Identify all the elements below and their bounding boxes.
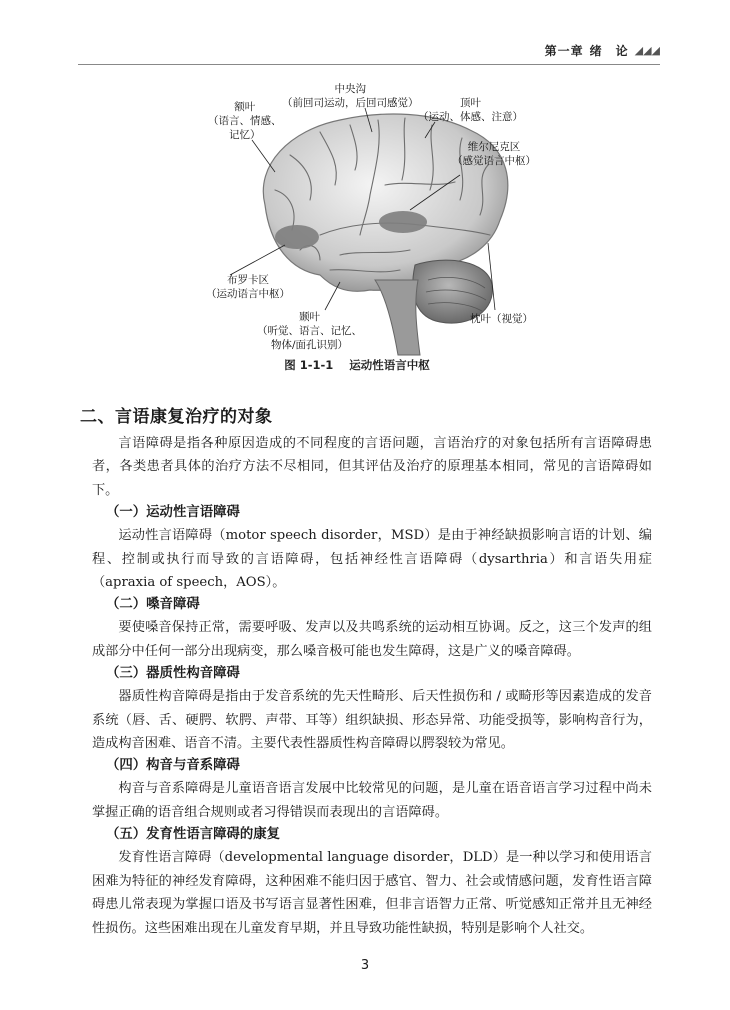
subsection-title: （四）构音与音系障碍 xyxy=(106,758,240,774)
figure-caption xyxy=(0,357,730,373)
subsection-body: 运动性言语障碍（motor speech disorder，MSD）是由于神经缺损影响言语的计划、编程、控制或执行而导致的言语障碍，包括神经性言语障碍（dysarthria）和言语失用症（apraxia of speech，AOS）。 xyxy=(92,528,652,591)
chapter-number: 第一章 xyxy=(544,44,584,58)
broca-area-label: 布罗卡区 （运动语言中枢） xyxy=(206,274,290,300)
brain-figure xyxy=(170,70,590,370)
broca-area-marker xyxy=(275,225,319,249)
frontal-lobe-label: 额叶 （语言、情感、 记忆） xyxy=(208,101,282,141)
running-header xyxy=(545,42,660,59)
figure-number: 图 1-1-1 xyxy=(284,358,334,372)
wernicke-area-marker xyxy=(379,211,427,233)
occipital-lobe-label: 枕叶（视觉） xyxy=(470,313,533,325)
subsection-body: 器质性构音障碍是指由于发音系统的先天性畸形、后天性损伤和 / 或畸形等因素造成的发音系统（唇、舌、硬腭、软腭、声带、耳等）组织缺损、形态异常、功能受损等，影响构音行为，造成构音困难、语音不清。主要代表性器质性构音障碍以腭裂较为常见。 xyxy=(92,689,652,752)
brainstem-shape xyxy=(375,280,420,355)
central-sulcus-label: 中央沟 （前回司运动，后回司感觉） xyxy=(282,83,419,109)
subsection-title: （五）发育性语言障碍的康复 xyxy=(106,827,281,843)
chapter-title: 绪 论 xyxy=(589,44,629,58)
wernicke-area-label: 维尔尼克区 （感觉语言中枢） xyxy=(452,141,536,167)
subsection-body: 发育性语言障碍（developmental language disorder，DLD）是一种以学习和使用语言困难为特征的神经发育障碍，这种困难不能归因于感官、智力、社会或情感问题，发育性语言障碍患儿常表现为掌握口语及书写语言显著性困难，但非言语智力正常、听觉感知正常并且无神经性损伤。这些困难出现在儿童发育早期，并且导致功能性缺损，特别是影响个人社交。 xyxy=(92,850,652,936)
intro-paragraph: 言语障碍是指各种原因造成的不同程度的言语问题，言语治疗的对象包括所有言语障碍患者，各类患者具体的治疗方法不尽相同，但其评估及治疗的原理基本相同，常见的言语障碍如下。 xyxy=(92,436,652,498)
subsection-title: （一）运动性言语障碍 xyxy=(106,505,240,521)
header-rule xyxy=(78,64,660,65)
subsection-title: （三）器质性构音障碍 xyxy=(106,666,240,682)
subsection-body: 构音与音系障碍是儿童语音语言发展中比较常见的问题，是儿童在语音语言学习过程中尚未掌握正确的语音组合规则或者习得错误而表现出的言语障碍。 xyxy=(92,781,652,820)
header-ornament: ◢◢◢ xyxy=(634,44,660,57)
section-title: 二、言语康复治疗的对象 xyxy=(80,407,273,427)
subsection-title: （二）嗓音障碍 xyxy=(106,597,200,613)
subsection-body: 要使嗓音保持正常，需要呼吸、发声以及共鸣系统的运动相互协调。反之，这三个发声的组成部分中任何一部分出现病变，那么嗓音极可能也发生障碍，这是广义的嗓音障碍。 xyxy=(92,620,652,659)
figure-caption-text: 运动性语言中枢 xyxy=(349,358,430,372)
temporal-lobe-label: 颞叶 （听觉、语言、记忆、 物体/面孔识别） xyxy=(257,311,362,351)
section-content xyxy=(92,432,652,940)
page-number: 3 xyxy=(360,958,370,973)
parietal-lobe-label: 顶叶 （运动、体感、注意） xyxy=(418,97,523,123)
